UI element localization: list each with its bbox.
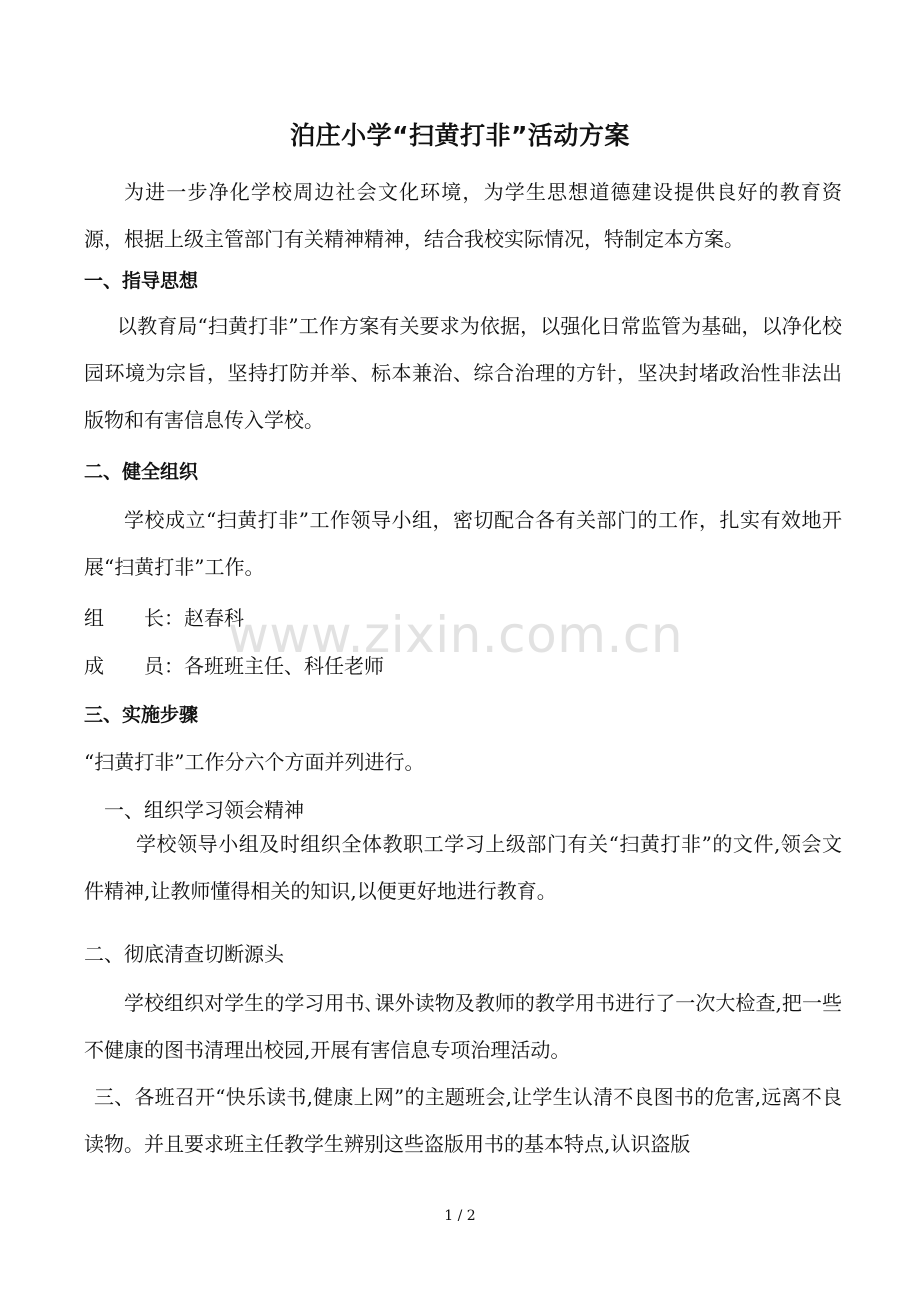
section-heading-organization: 二、健全组织 [84, 461, 199, 483]
organization-paragraph: 学校成立“扫黄打非”工作领导小组，密切配合各有关部门的工作，扎实有效地开展“扫黄打非”工作。 [84, 508, 842, 579]
section-heading-guiding-thought: 一、指导思想 [84, 270, 199, 292]
implementation-lead-line: “扫黄打非”工作分六个方面并列进行。 [84, 750, 425, 774]
intro-paragraph: 为进一步净化学校周边社会文化环境，为学生思想道德建设提供良好的教育资源，根据上级主管部门有关精神精神，结合我校实际情况，特制定本方案。 [84, 180, 842, 251]
page-number: 1 / 2 [444, 1208, 476, 1224]
step2-paragraph: 学校组织对学生的学习用书､课外读物及教师的教学用书进行了一次大检查,把一些不健康的图书清理出校园,开展有害信息专项治理活动。 [84, 991, 842, 1062]
step3-paragraph: 三、各班召开“快乐读书,健康上网”的主题班会,让学生认清不良图书的危害,远离不良读物。并且要求班主任教学生辨别这些盗版用书的基本特点,认识盗版 [84, 1085, 842, 1156]
step1-title: 一、组织学习领会精神 [104, 798, 304, 822]
section-heading-implementation: 三、实施步骤 [84, 704, 199, 726]
document-title: 泊庄小学“扫黄打非”活动方案 [290, 121, 630, 150]
step2-title: 二、彻底清查切断源头 [84, 942, 284, 966]
group-leader-line: 组 长：赵春科 [84, 606, 244, 630]
watermark-text: www.zixin.com.cn [228, 606, 684, 664]
step1-paragraph: 学校领导小组及时组织全体教职工学习上级部门有关“扫黄打非”的文件,领会文件精神,让教师懂得相关的知识,以便更好地进行教育。 [84, 832, 842, 903]
group-members-line: 成 员：各班班主任、科任老师 [84, 654, 384, 678]
guiding-thought-paragraph: 以教育局“扫黄打非”工作方案有关要求为依据，以强化日常监管为基础，以净化校园环境为宗旨，坚持打防并举、标本兼治、综合治理的方针，坚决封堵政治性非法出版物和有害信息传入学校。 [84, 314, 842, 432]
